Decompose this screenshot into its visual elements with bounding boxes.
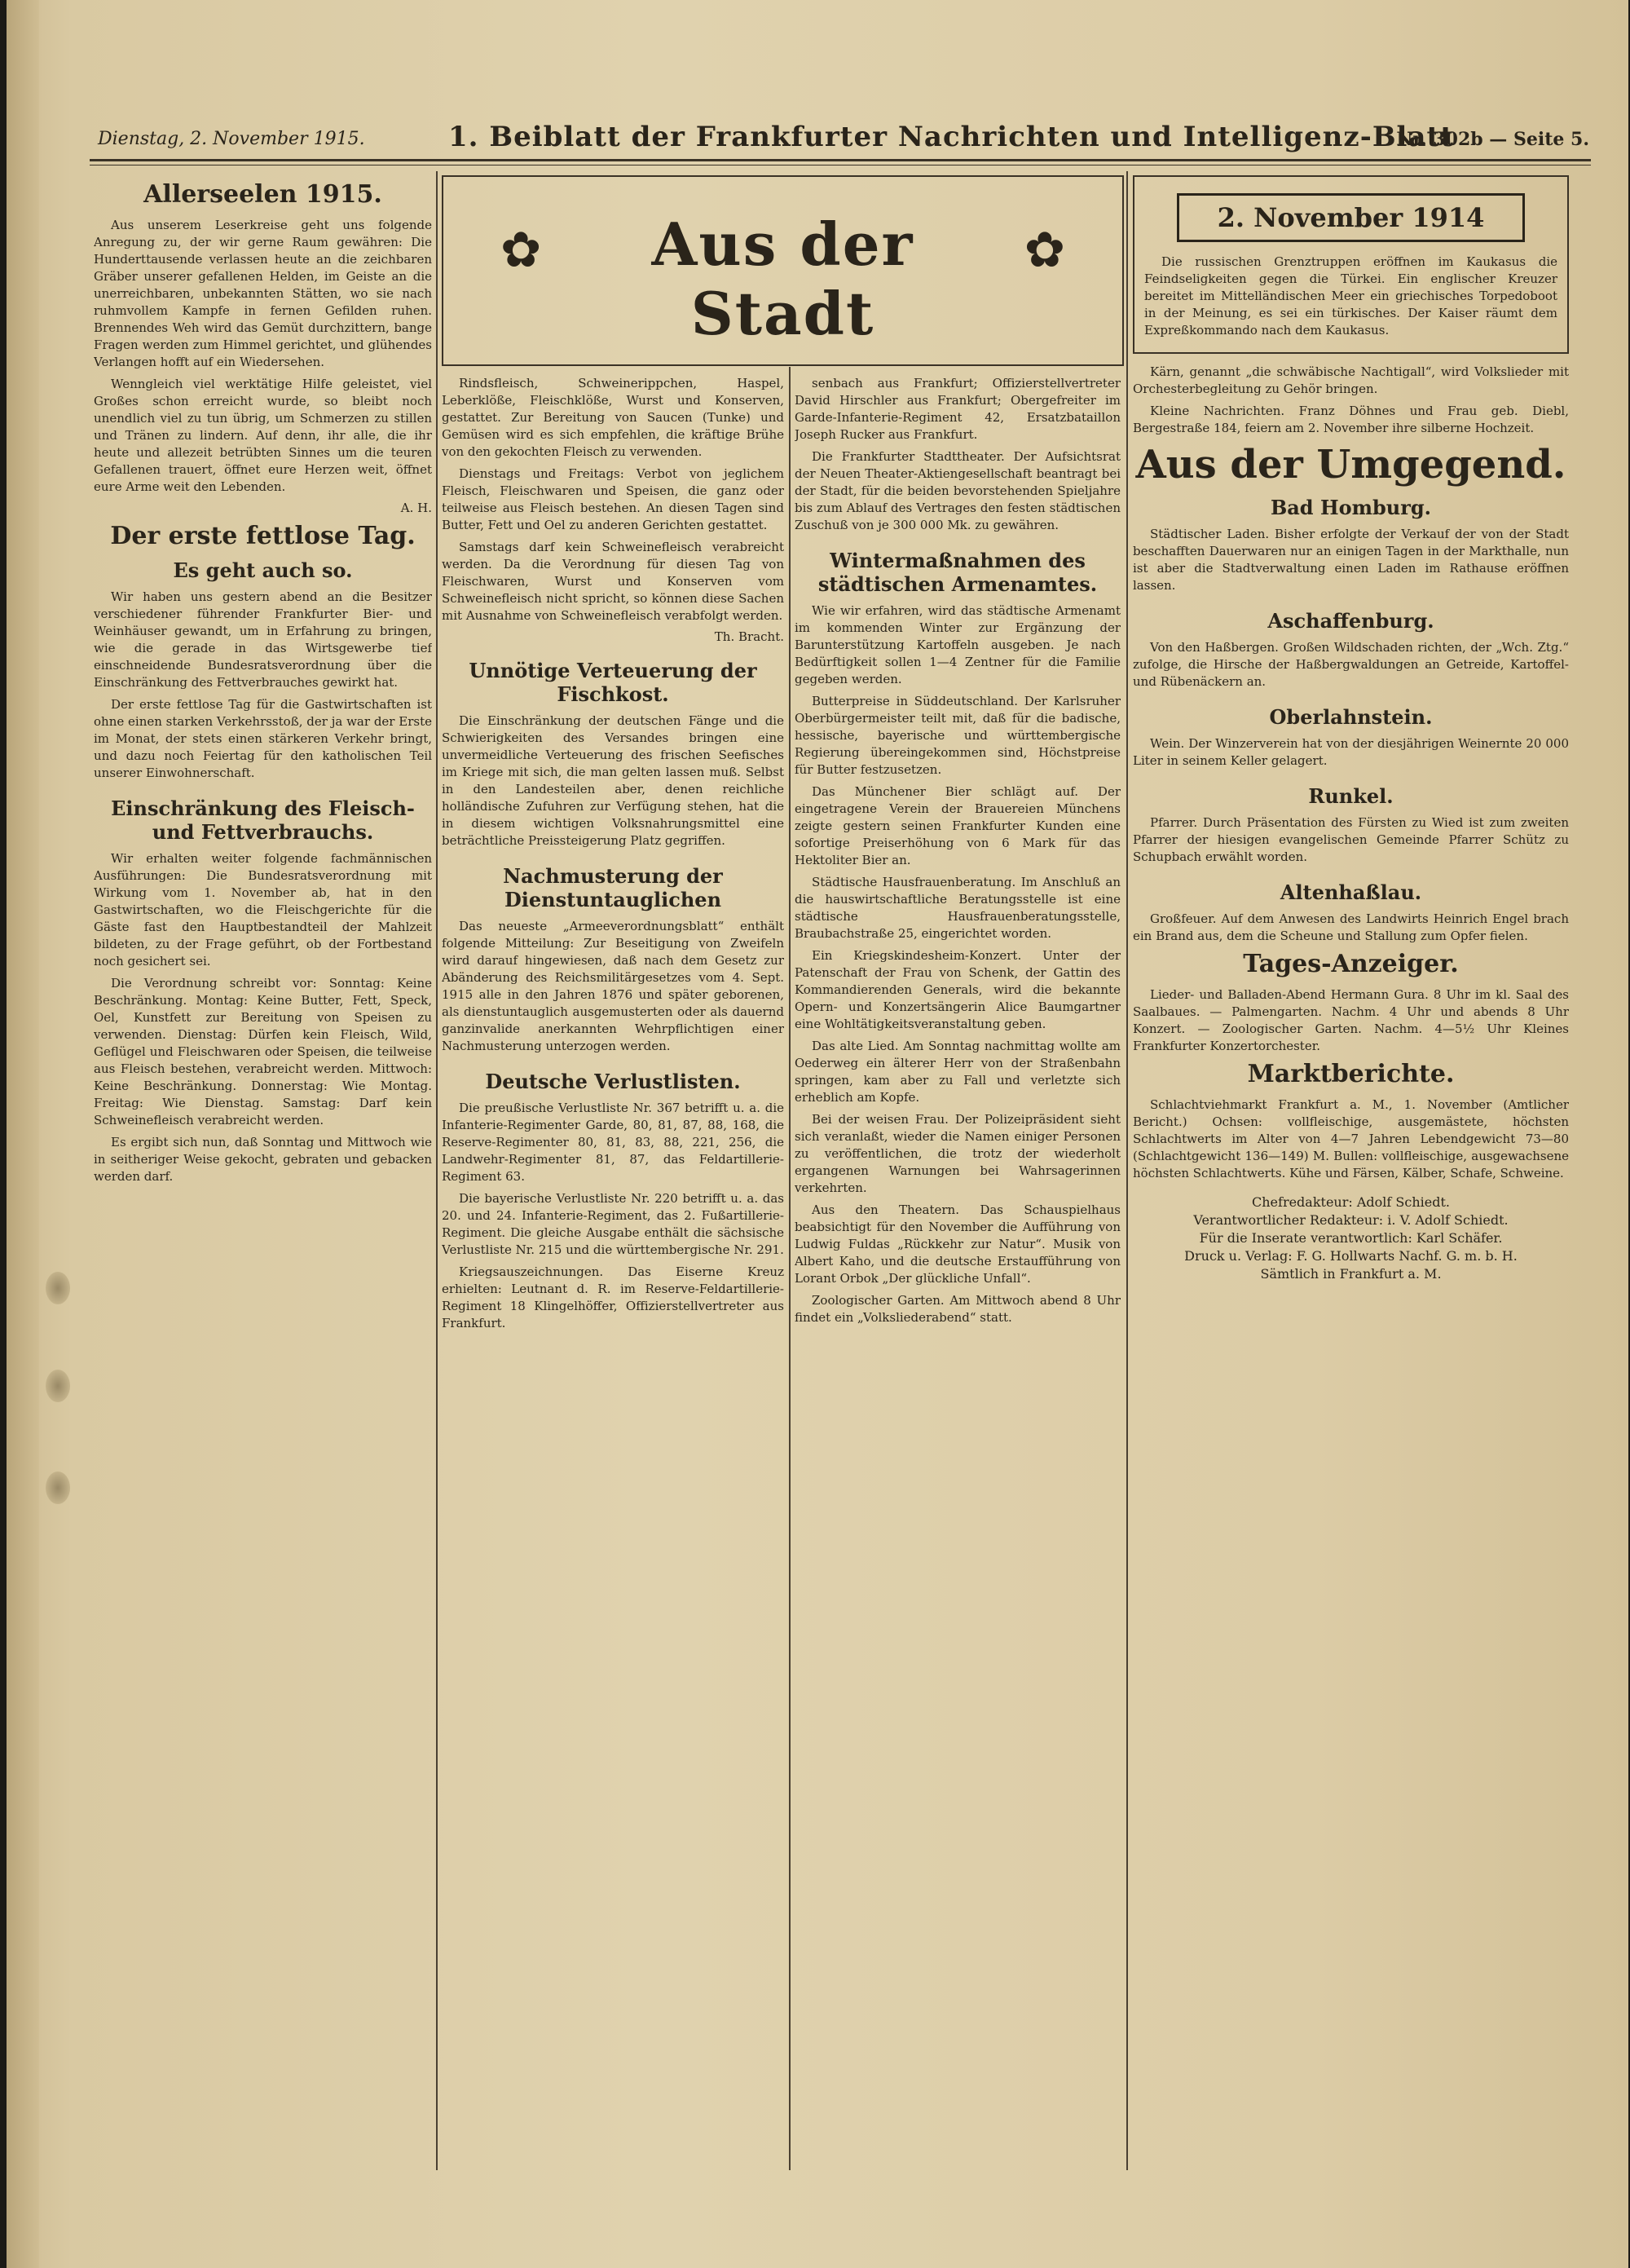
column-4: [1133, 175, 1569, 2162]
article-paragraph: Lieder- und Balladen-Abend Hermann Gura. 8 Uhr im kl. Saal des Saalbaues. — Palmengarten. Nachm. 4 Uhr und abends 8 Uhr Konzert. — Zoologischer Garten. Nachm. 4—5½ Uhr Kleines Frankfurter Konzertorchester.: [1133, 987, 1569, 1053]
section-title: Tages-Anzeiger.: [1243, 950, 1459, 978]
column-divider: [436, 171, 438, 2170]
article-paragraph: Kleine Nachrichten. Franz Döhnes und Frau geb. Diebl, Bergestraße 184, feiern am 2. November ihre silberne Hochzeit.: [1133, 404, 1569, 435]
article-paragraph: Die Verordnung schreibt vor: Sonntag: Keine Beschränkung. Montag: Keine Butter, Fett, Speck, Oel, Kunstfett zur Bereitung von Speisen zu verwenden. Dienstag: Dürfen kein Fleisch, Wild, Geflügel und Fleischwaren oder Speisen, die teilweise aus Fleisch bestehen, verabreicht werden. Mittwoch: Keine Beschränkung. Donnerstag: Wie Montag. Freitag: Wie Dienstag. Samstag: Darf kein Schweinefleisch verabreicht werden.: [94, 976, 432, 1127]
article-paragraph: Von den Haßbergen. Großen Wildschaden richten, der „Wch. Ztg.“ zufolge, die Hirsche der Haßbergwaldungen an Getreide, Kartoffel- und Rübenäckern an.: [1133, 640, 1569, 689]
article-paragraph: Schlachtviehmarkt Frankfurt a. M., 1. November (Amtlicher Bericht.) Ochsen: vollfleischige, ausgemästete, höchsten Schlachtwerts im Alter von 4—7 Jahren Lebendgewicht 73—80 (Schlachtgewicht 136—149) M. Bullen: vollfleischige, ausgewachsene höchsten Schlachtwerts. Kühe und Färsen, Kälber, Schafe, Schweine.: [1133, 1097, 1569, 1180]
section-title: Aus der Umgegend.: [1135, 442, 1566, 488]
article-paragraph: Das Münchener Bier schlägt auf. Der eingetragene Verein der Brauereien Münchens zeigte gestern seinen Frankfurter Kunden eine sofortige Preiserhöhung von 6 Mark für das Hektoliter Bier an.: [795, 784, 1121, 867]
article-paragraph: Wenngleich viel werktätige Hilfe geleistet, viel Großes schon erreicht wurde, so bleibt noch unendlich viel zu tun übrig, um Schmerzen zu stillen und Tränen zu lindern. Auf denn, ihr alle, die ihr heute und allezeit betrübten Sinnes um die teuren Gefallenen trauert, öffnet eure Herzen weit, öffnet eure Arme weit den Lebenden.: [94, 377, 432, 494]
column-divider: [789, 367, 791, 2170]
column-2: [442, 375, 784, 2162]
article-paragraph: Es ergibt sich nun, daß Sonntag und Mittwoch wie in seitheriger Weise gekocht, gebraten und gebacken werden darf.: [94, 1135, 432, 1184]
header-masthead: 1. Beiblatt der Frankfurter Nachrichten und Intelligenz-Blatt: [448, 121, 1454, 153]
article-paragraph: Rindsfleisch, Schweinerippchen, Haspel, Leberklöße, Fleischklöße, Wurst und Konserven, gestattet. Zur Bereitung von Saucen (Tunke) und Gemüsen wird es sich empfehlen, die kräftige Brühe von den gekochten Fleisch zu verwenden.: [442, 376, 784, 459]
article-paragraph: Die preußische Verlustliste Nr. 367 betrifft u. a. die Infanterie-Regimenter Garde, 80, 81, 87, 88, 168, die Reserve-Regimenter 80, 81, 83, 88, 221, 256, die Landwehr-Regimenter 81, 87, das Feldartillerie-Regiment 63.: [442, 1101, 784, 1184]
article-paragraph: Butterpreise in Süddeutschland. Der Karlsruher Oberbürgermeister teilt mit, daß für die badische, hessische, bayerische und württembergische Regierung übereingekommen sind, Höchstpreise für Butter festzusetzen.: [795, 694, 1121, 777]
article-paragraph: Die russischen Grenztruppen eröffnen im Kaukasus die Feindseligkeiten gegen die Türkei. Ein englischer Kreuzer bereitet im Mittelländischen Meer ein griechisches Torpedoboot in der Meinung, es sei ein türkisches. Der Kaiser räumt dem Expreßkommando nach dem Kaukasus.: [1144, 254, 1557, 338]
header-rule: [90, 159, 1591, 161]
article-paragraph: Städtische Hausfrauenberatung. Im Anschluß an die hauswirtschaftliche Beratungsstelle ist eine städtische Hausfrauenberatungsstelle, Braubachstraße 25, eingerichtet worden.: [795, 875, 1121, 941]
anniversary-box: [1133, 175, 1569, 354]
article-subtitle: Es geht auch so.: [173, 558, 353, 582]
article-title: Unnötige Verteuerung der Fischkost.: [469, 659, 757, 706]
flourish-right-icon: ✿: [1024, 222, 1065, 279]
imprint-line: Für die Inserate verantwortlich: Karl Schäfer.: [1199, 1230, 1503, 1246]
article-paragraph: Wein. Der Winzerverein hat von der diesjährigen Weinernte 20 000 Liter in seinem Keller gelagert.: [1133, 736, 1569, 768]
section-title: Marktberichte.: [1247, 1060, 1455, 1088]
article-paragraph: senbach aus Frankfurt; Offizierstellvertreter David Hirschler aus Frankfurt; Obergefreiter im Garde-Infanterie-Regiment 42, Ersatzbataillon Joseph Rucker aus Frankfurt.: [795, 376, 1121, 442]
article-paragraph: Wir haben uns gestern abend an die Besitzer verschiedener führender Frankfurter Bier- und Weinhäuser gewandt, um in Erfahrung zu bringen, wie die gerade in das Wirtsgewerbe tief einschneidende Bundesratsverordnung über die Einschränkung des Fettverbrauches gewirkt hat.: [94, 589, 432, 690]
article-paragraph: Wie wir erfahren, wird das städtische Armenamt im kommenden Winter zur Ergänzung der Barunterstützung Kartoffeln ausgeben. Je nach Bedürftigkeit sollen 1—4 Zentner für die Familie gegeben werden.: [795, 603, 1121, 686]
article-paragraph: Kriegsauszeichnungen. Das Eiserne Kreuz erhielten: Leutnant d. R. im Reserve-Feldartillerie-Regiment 18 Klingelhöffer, Offizierstellvertreter aus Frankfurt.: [442, 1264, 784, 1330]
article-paragraph: Wir erhalten weiter folgende fachmännischen Ausführungen: Die Bundesratsverordnung mit Wirkung vom 1. November ab, hat in den Gastwirtschaften, wo die Fleischgerichte für die Gäste fast den Hauptbestandteil der Mahlzeit bildeten, zu der Frage geführt, ob der Fortbestand noch gesichert sei.: [94, 851, 432, 969]
place-heading: Altenhaßlau.: [1280, 880, 1422, 904]
flourish-left-icon: ✿: [500, 222, 542, 279]
article-title: Wintermaßnahmen des städtischen Armenamtes.: [817, 549, 1098, 596]
column-divider: [1126, 171, 1128, 2170]
article-paragraph: Das neueste „Armeeverordnungsblatt“ enthält folgende Mitteilung: Zur Beseitigung von Zweifeln wird darauf hingewiesen, daß nach dem Gesetz zur Abänderung des Reichsmilitärgesetzes vom 4. Sept. 1915 alle in den Jahren 1876 und später geborenen, als dienstuntauglich ausgemusterten oder als dauernd ganzinvalide anerkannten Wehrpflichtigen einer Nachmusterung unterzogen werden.: [442, 919, 784, 1053]
article-paragraph: Aus den Theatern. Das Schauspielhaus beabsichtigt für den November die Aufführung von Ludwig Fuldas „Rückkehr zur Natur“. Musik von Albert Kaho, und die deutsche Erstaufführung von Lorant Orbok „Der glückliche Unfall“.: [795, 1202, 1121, 1286]
article-paragraph: Ein Kriegskindesheim-Konzert. Unter der Patenschaft der Frau von Schenk, der Gattin des Kommandierenden Generals, wird die bekannte Opern- und Konzertsängerin Alice Baumgartner eine Wohltätigkeitsveranstaltung geben.: [795, 948, 1121, 1031]
article-paragraph: Das alte Lied. Am Sonntag nachmittag wollte am Oederweg ein älterer Herr von der Straßenbahn springen, kam aber zu Fall und verletzte sich erheblich am Kopfe.: [795, 1039, 1121, 1105]
article-paragraph: Kärn, genannt „die schwäbische Nachtigall“, wird Volkslieder mit Orchesterbegleitung zu Gehör bringen.: [1133, 364, 1569, 396]
imprint-line: Chefredakteur: Adolf Schiedt.: [1252, 1194, 1450, 1210]
header-issue: Nr. 302b — Seite 5.: [1396, 129, 1589, 150]
article-paragraph: Pfarrer. Durch Präsentation des Fürsten zu Wied ist zum zweiten Pfarrer der hiesigen evangelischen Gemeinde Pfarrer Schütz zu Schupbach erwählt worden.: [1133, 815, 1569, 864]
article-title: Allerseelen 1915.: [143, 180, 382, 209]
article-title: Der erste fettlose Tag.: [110, 522, 416, 550]
article-paragraph: Die Einschränkung der deutschen Fänge und die Schwierigkeiten des Versandes bringen eine unvermeidliche Verteuerung des frischen Seefisches im Kriege mit sich, die man gelten lassen muß. Selbst in den Landesteilen aber, denen reichliche holländische Zufuhren zur Verfügung stehen, hat die in diesem wichtigen Volksnahrungsmittel eine beträchtliche Preissteigerung Platz gegriffen.: [442, 713, 784, 848]
place-heading: Oberlahnstein.: [1269, 705, 1433, 729]
article-paragraph: Zoologischer Garten. Am Mittwoch abend 8 Uhr findet ein „Volksliederabend“ statt.: [795, 1293, 1121, 1325]
article-signature: A. H.: [400, 501, 432, 515]
article-paragraph: Großfeuer. Auf dem Anwesen des Landwirts Heinrich Engel brach ein Brand aus, dem die Scheune und Stallung zum Opfer fielen.: [1133, 911, 1569, 943]
article-paragraph: Städtischer Laden. Bisher erfolgte der Verkauf der von der Stadt beschafften Dauerwaren nur an einigen Tagen in der Markthalle, nun ist aber die Stadtverwaltung einen Laden im Rathause eröffnen lassen.: [1133, 527, 1569, 593]
article-paragraph: Der erste fettlose Tag für die Gastwirtschaften ist ohne einen starken Verkehrsstoß, der ja war der Erste im Monat, der stets einen stärkeren Verkehr bringt, und dazu noch Feiertag für den katholischen Teil unserer Einwohnerschaft.: [94, 697, 432, 780]
article-paragraph: Bei der weisen Frau. Der Polizeipräsident sieht sich veranlaßt, wieder die Namen einiger Personen zu veröffentlichen, die trotz der wiederholt ergangenen Warnungen bei Wahrsagerinnen verkehrten.: [795, 1112, 1121, 1195]
page-header: [82, 121, 1597, 153]
article-title: Nachmusterung der Dienstuntauglichen: [503, 864, 723, 911]
article-paragraph: Die Frankfurter Stadttheater. Der Aufsichtsrat der Neuen Theater-Aktiengesellschaft beantragt bei der Stadt, für die beiden bevorstehenden Spieljahre bis zum Ablauf des Vertrages den festen städtischen Zuschuß von je 300 000 Mk. zu gewähren.: [795, 449, 1121, 532]
article-paragraph: Dienstags und Freitags: Verbot von jeglichem Fleisch, Fleischwaren und Speisen, die ganz oder teilweise aus Fleisch bestehen. An diesen Tagen sind Butter, Fett und Oel zu anderen Gerichten gestattet.: [442, 466, 784, 532]
place-heading: Aschaffenburg.: [1267, 609, 1434, 633]
article-paragraph: Samstags darf kein Schweinefleisch verabreicht werden. Da die Verordnung für diesen Tag von Fleischwaren, Wurst und Konserven vom Schweinefleisch nicht spricht, so können diese Sachen mit Ausnahme von Schweinefleisch verabfolgt werden.: [442, 540, 784, 623]
imprint: [1133, 1194, 1569, 1283]
section-title: Aus der Stadt: [651, 210, 914, 348]
article-paragraph: Aus unserem Leserkreise geht uns folgende Anregung zu, der wir gerne Raum gewähren: Die Hunderttausende verlassen heute an die zeichbaren Gräber unserer gefallenen Helden, im Geiste an die unerreichbaren, unbekannten Stätten, wo sie nach ruhmvollem Kampfe in fernen Gefilden ruhen. Brennendes Weh wird das Gemüt durchzittern, bange Fragen werden zum Himmel gerichtet, und glühendes Verlangen hofft auf ein Wiedersehen.: [94, 218, 432, 369]
article-title: Einschränkung des Fleisch- und Fettverbrauchs.: [111, 796, 415, 844]
article-title: Deutsche Verlustlisten.: [485, 1070, 741, 1093]
page-edge: [7, 0, 39, 2268]
column-3: [795, 375, 1121, 2162]
place-heading: Bad Homburg.: [1270, 496, 1432, 519]
place-heading: Runkel.: [1308, 784, 1394, 808]
header-date: Dienstag, 2. November 1915.: [98, 129, 365, 149]
imprint-line: Verantwortlicher Redakteur: i. V. Adolf Schiedt.: [1193, 1212, 1509, 1228]
article-paragraph: Die bayerische Verlustliste Nr. 220 betrifft u. a. das 20. und 24. Infanterie-Regiment, das 2. Fußartillerie-Regiment. Die gleiche Ausgabe enthält die sächsische Verlustliste Nr. 215 und die württembergische Nr. 291.: [442, 1191, 784, 1257]
imprint-line: Sämtlich in Frankfurt a. M.: [1260, 1266, 1442, 1282]
imprint-line: Druck u. Verlag: F. G. Hollwarts Nachf. G. m. b. H.: [1184, 1248, 1518, 1264]
anniversary-date: 2. November 1914: [1177, 193, 1525, 242]
article-signature: Th. Bracht.: [714, 629, 784, 644]
section-banner: [442, 175, 1124, 366]
column-1: [94, 175, 432, 2162]
